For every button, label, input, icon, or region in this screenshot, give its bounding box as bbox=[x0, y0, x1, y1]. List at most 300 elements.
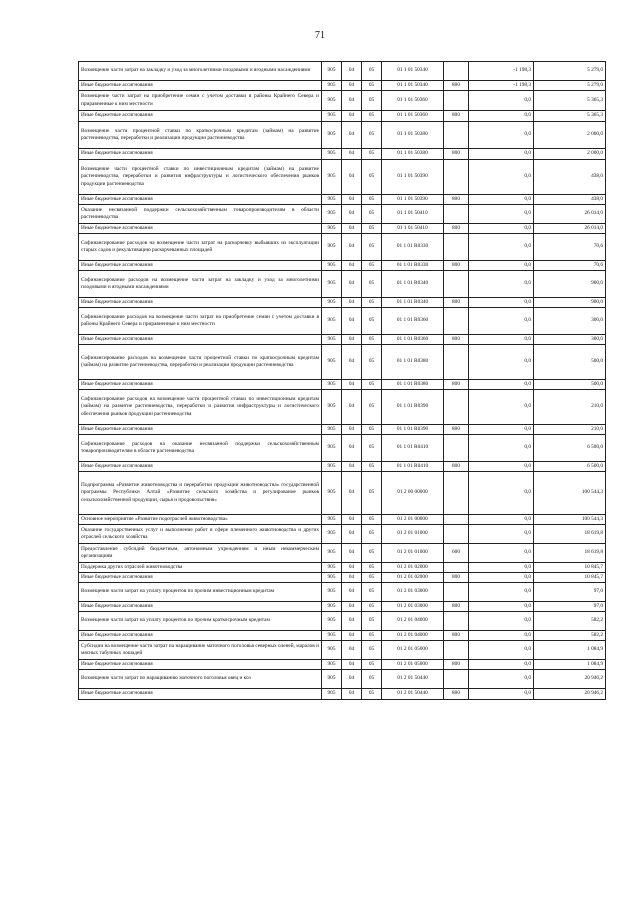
amount-change: 0,0 bbox=[469, 472, 534, 515]
section-code: 04 bbox=[342, 122, 362, 149]
amount-total: 20 946,2 bbox=[534, 670, 606, 689]
table-row bbox=[79, 462, 606, 472]
subsection-code: 05 bbox=[362, 435, 382, 462]
item-name: Возмещение части затрат на уплату процентов по прочим инвестиционным кредитам bbox=[79, 583, 322, 602]
amount-change: 0,0 bbox=[469, 641, 534, 660]
expense-type-code bbox=[444, 435, 469, 462]
target-article-code: 01 1 01 50410 bbox=[382, 224, 444, 234]
item-name: Подпрограмма «Развитие животноводства и переработки продукции животноводства» государственной программы Республики Алтай «Развитие сельского хозяйства и регулирование рынков сельскохозяйственной продукции, сырья и продовольствия» bbox=[79, 472, 322, 515]
section-code: 04 bbox=[342, 435, 362, 462]
subsection-code: 05 bbox=[362, 544, 382, 563]
amount-total: 6 500,0 bbox=[534, 462, 606, 472]
item-name: Софинансирование расходов на возмещение части процентной ставки по краткосрочным кредитам (займам) на развитие растениеводства, переработки и реализации продукции растениеводства bbox=[79, 345, 322, 380]
table-row bbox=[79, 660, 606, 670]
subsection-code: 05 bbox=[362, 641, 382, 660]
amount-total: 438,0 bbox=[534, 195, 606, 205]
item-name: Возмещение части затрат по наращиванию маточного поголовья овец и коз bbox=[79, 670, 322, 689]
section-code: 04 bbox=[342, 462, 362, 472]
amount-total: 5 279,0 bbox=[534, 62, 606, 81]
section-code: 04 bbox=[342, 425, 362, 435]
subsection-code: 05 bbox=[362, 81, 382, 91]
item-name: Возмещение части процентной ставки по инвестиционным кредитам (займам) на развитие растениеводства, переработки и развития инфраструктуры и логистического обеспечения рынков продукции растениеводства bbox=[79, 160, 322, 195]
item-name: Иные бюджетные ассигнования bbox=[79, 425, 322, 435]
ministry-code: 905 bbox=[322, 515, 342, 525]
ministry-code: 905 bbox=[322, 525, 342, 544]
table-row bbox=[79, 525, 606, 544]
amount-total: 100 544,3 bbox=[534, 515, 606, 525]
item-name: Возмещение части процентной ставки по краткосрочным кредитам (займам) на развитие растениеводства, переработки и реализации продукции растениеводства bbox=[79, 122, 322, 149]
subsection-code: 05 bbox=[362, 670, 382, 689]
section-code: 04 bbox=[342, 583, 362, 602]
target-article-code: 01 2 01 01000 bbox=[382, 544, 444, 563]
target-article-code: 01 1 01 R0330 bbox=[382, 234, 444, 261]
expense-type-code: 800 bbox=[444, 425, 469, 435]
ministry-code: 905 bbox=[322, 641, 342, 660]
ministry-code: 905 bbox=[322, 122, 342, 149]
ministry-code: 905 bbox=[322, 160, 342, 195]
subsection-code: 05 bbox=[362, 425, 382, 435]
item-name: Субсидии на возмещение части затрат на наращивание маточного поголовья северных оленей, маралов и мясных табунных лошадей bbox=[79, 641, 322, 660]
item-name: Основное мероприятие «Развитие подотраслей животноводства» bbox=[79, 515, 322, 525]
section-code: 04 bbox=[342, 149, 362, 160]
section-code: 04 bbox=[342, 660, 362, 670]
amount-change: 0,0 bbox=[469, 261, 534, 271]
target-article-code: 01 1 01 R0340 bbox=[382, 298, 444, 308]
item-name: Возмещение части затрат на уплату процентов по прочим краткосрочным кредитам bbox=[79, 612, 322, 631]
amount-change: 0,0 bbox=[469, 298, 534, 308]
section-code: 04 bbox=[342, 335, 362, 345]
item-name: Иные бюджетные ассигнования bbox=[79, 81, 322, 91]
subsection-code: 05 bbox=[362, 462, 382, 472]
amount-change: 0,0 bbox=[469, 660, 534, 670]
target-article-code: 01 2 01 03000 bbox=[382, 583, 444, 602]
table-row bbox=[79, 670, 606, 689]
item-name: Возмещение части затрат на закладку и уход за многолетними плодовыми и ягодными насаждениями bbox=[79, 62, 322, 81]
table-row bbox=[79, 380, 606, 390]
expense-type-code bbox=[444, 91, 469, 111]
ministry-code: 905 bbox=[322, 261, 342, 271]
table-row bbox=[79, 111, 606, 122]
table-row bbox=[79, 91, 606, 111]
subsection-code: 05 bbox=[362, 612, 382, 631]
amount-total: 18 619,8 bbox=[534, 544, 606, 563]
subsection-code: 05 bbox=[362, 335, 382, 345]
table-row bbox=[79, 224, 606, 234]
amount-change: 0,0 bbox=[469, 631, 534, 641]
target-article-code: 01 1 01 50360 bbox=[382, 91, 444, 111]
amount-total: 210,0 bbox=[534, 390, 606, 425]
ministry-code: 905 bbox=[322, 81, 342, 91]
target-article-code: 01 1 01 R0390 bbox=[382, 390, 444, 425]
table-row bbox=[79, 261, 606, 271]
amount-change: 0,0 bbox=[469, 435, 534, 462]
ministry-code: 905 bbox=[322, 573, 342, 583]
item-name: Возмещение части затрат на приобретение семян с учетом доставки в районы Крайнего Севера и приравненные к ним местности bbox=[79, 91, 322, 111]
subsection-code: 05 bbox=[362, 91, 382, 111]
amount-total: 70,6 bbox=[534, 261, 606, 271]
expense-type-code bbox=[444, 525, 469, 544]
item-name: Иные бюджетные ассигнования bbox=[79, 573, 322, 583]
ministry-code: 905 bbox=[322, 670, 342, 689]
ministry-code: 905 bbox=[322, 612, 342, 631]
expense-type-code: 800 bbox=[444, 149, 469, 160]
item-name: Иные бюджетные ассигнования bbox=[79, 380, 322, 390]
expense-type-code: 800 bbox=[444, 573, 469, 583]
section-code: 04 bbox=[342, 345, 362, 380]
target-article-code: 01 1 01 R0410 bbox=[382, 462, 444, 472]
section-code: 04 bbox=[342, 261, 362, 271]
section-code: 04 bbox=[342, 160, 362, 195]
amount-total: 900,0 bbox=[534, 298, 606, 308]
expense-type-code bbox=[444, 160, 469, 195]
table-row bbox=[79, 62, 606, 81]
expense-type-code bbox=[444, 472, 469, 515]
amount-total: 10 845,7 bbox=[534, 563, 606, 573]
amount-total: 5 365,3 bbox=[534, 91, 606, 111]
section-code: 04 bbox=[342, 62, 362, 81]
table-row bbox=[79, 308, 606, 335]
target-article-code: 01 1 01 R0360 bbox=[382, 335, 444, 345]
subsection-code: 05 bbox=[362, 563, 382, 573]
table-row bbox=[79, 335, 606, 345]
expense-type-code bbox=[444, 515, 469, 525]
target-article-code: 01 2 01 02000 bbox=[382, 573, 444, 583]
section-code: 04 bbox=[342, 205, 362, 224]
item-name: Софинансирование расходов на возмещение части процентной ставки по инвестиционным кредитам (займам) на развитие растениеводства, переработки и развития инфраструктуры и логистического обеспечения рынков продукции растениеводства bbox=[79, 390, 322, 425]
amount-total: 210,0 bbox=[534, 425, 606, 435]
item-name: Иные бюджетные ассигнования bbox=[79, 689, 322, 700]
expense-type-code bbox=[444, 390, 469, 425]
target-article-code: 01 2 01 01000 bbox=[382, 525, 444, 544]
expense-type-code bbox=[444, 122, 469, 149]
ministry-code: 905 bbox=[322, 631, 342, 641]
table-row bbox=[79, 435, 606, 462]
amount-change: 0,0 bbox=[469, 308, 534, 335]
target-article-code: 01 2 01 02000 bbox=[382, 563, 444, 573]
target-article-code: 01 1 01 50360 bbox=[382, 111, 444, 122]
item-name: Иные бюджетные ассигнования bbox=[79, 335, 322, 345]
amount-total: 500,0 bbox=[534, 345, 606, 380]
section-code: 04 bbox=[342, 234, 362, 261]
amount-total: 900,0 bbox=[534, 271, 606, 298]
ministry-code: 905 bbox=[322, 195, 342, 205]
item-name: Предоставление субсидий бюджетным, автономным учреждениям и иным некоммерческим организациям bbox=[79, 544, 322, 563]
subsection-code: 05 bbox=[362, 122, 382, 149]
section-code: 04 bbox=[342, 631, 362, 641]
subsection-code: 05 bbox=[362, 689, 382, 700]
subsection-code: 05 bbox=[362, 472, 382, 515]
target-article-code: 01 1 01 50390 bbox=[382, 195, 444, 205]
amount-total: 438,0 bbox=[534, 160, 606, 195]
amount-total: 70,6 bbox=[534, 234, 606, 261]
target-article-code: 01 2 01 03000 bbox=[382, 602, 444, 612]
amount-change: 0,0 bbox=[469, 160, 534, 195]
target-article-code: 01 1 01 50410 bbox=[382, 205, 444, 224]
ministry-code: 905 bbox=[322, 425, 342, 435]
amount-total: 26 014,0 bbox=[534, 205, 606, 224]
expense-type-code: 800 bbox=[444, 380, 469, 390]
page-number: 71 bbox=[315, 30, 325, 41]
item-name: Иные бюджетные ассигнования bbox=[79, 631, 322, 641]
table-row bbox=[79, 195, 606, 205]
amount-total: 6 500,0 bbox=[534, 435, 606, 462]
expense-type-code: 800 bbox=[444, 462, 469, 472]
expense-type-code bbox=[444, 583, 469, 602]
amount-total: 20 946,2 bbox=[534, 689, 606, 700]
table-row bbox=[79, 160, 606, 195]
table-row bbox=[79, 631, 606, 641]
expense-type-code: 800 bbox=[444, 261, 469, 271]
ministry-code: 905 bbox=[322, 271, 342, 298]
section-code: 04 bbox=[342, 641, 362, 660]
amount-total: 582,2 bbox=[534, 631, 606, 641]
ministry-code: 905 bbox=[322, 149, 342, 160]
item-name: Софинансирование расходов на возмещение части затрат на приобретение семян с учетом доставки в районы Крайнего Севера и приравненные к ним местности bbox=[79, 308, 322, 335]
amount-total: 2 000,0 bbox=[534, 122, 606, 149]
section-code: 04 bbox=[342, 689, 362, 700]
amount-total: 100 544,3 bbox=[534, 472, 606, 515]
ministry-code: 905 bbox=[322, 380, 342, 390]
expense-type-code bbox=[444, 641, 469, 660]
expense-type-code bbox=[444, 205, 469, 224]
section-code: 04 bbox=[342, 224, 362, 234]
table-row bbox=[79, 122, 606, 149]
ministry-code: 905 bbox=[322, 472, 342, 515]
section-code: 04 bbox=[342, 573, 362, 583]
table-row bbox=[79, 602, 606, 612]
table-row bbox=[79, 345, 606, 380]
table-row bbox=[79, 149, 606, 160]
expense-type-code bbox=[444, 612, 469, 631]
item-name: Иные бюджетные ассигнования bbox=[79, 111, 322, 122]
amount-change: 0,0 bbox=[469, 612, 534, 631]
expense-type-code: 800 bbox=[444, 111, 469, 122]
expense-type-code: 800 bbox=[444, 81, 469, 91]
subsection-code: 05 bbox=[362, 62, 382, 81]
subsection-code: 05 bbox=[362, 390, 382, 425]
table-row bbox=[79, 298, 606, 308]
item-name: Иные бюджетные ассигнования bbox=[79, 195, 322, 205]
target-article-code: 01 2 01 04000 bbox=[382, 612, 444, 631]
ministry-code: 905 bbox=[322, 224, 342, 234]
amount-change: -1 198,3 bbox=[469, 81, 534, 91]
subsection-code: 05 bbox=[362, 308, 382, 335]
amount-change: 0,0 bbox=[469, 195, 534, 205]
target-article-code: 01 2 01 50440 bbox=[382, 689, 444, 700]
target-article-code: 01 2 01 50440 bbox=[382, 670, 444, 689]
section-code: 04 bbox=[342, 195, 362, 205]
amount-total: 582,2 bbox=[534, 612, 606, 631]
amount-change: 0,0 bbox=[469, 345, 534, 380]
amount-change: 0,0 bbox=[469, 515, 534, 525]
expense-type-code bbox=[444, 670, 469, 689]
amount-total: 5 365,3 bbox=[534, 111, 606, 122]
amount-total: 1 084,9 bbox=[534, 641, 606, 660]
amount-change: -1 198,3 bbox=[469, 62, 534, 81]
ministry-code: 905 bbox=[322, 602, 342, 612]
amount-change: 0,0 bbox=[469, 544, 534, 563]
subsection-code: 05 bbox=[362, 525, 382, 544]
target-article-code: 01 1 01 50340 bbox=[382, 81, 444, 91]
table-row bbox=[79, 689, 606, 700]
amount-total: 97,0 bbox=[534, 583, 606, 602]
subsection-code: 05 bbox=[362, 631, 382, 641]
item-name: Иные бюджетные ассигнования bbox=[79, 298, 322, 308]
expense-type-code: 800 bbox=[444, 195, 469, 205]
target-article-code: 01 1 01 R0340 bbox=[382, 271, 444, 298]
expense-type-code: 800 bbox=[444, 298, 469, 308]
section-code: 04 bbox=[342, 544, 362, 563]
amount-change: 0,0 bbox=[469, 525, 534, 544]
item-name: Софинансирование расходов на возмещение части затрат на раскорчевку выбывших из эксплуатации старых садов и рекультивацию раскорчеванных площадей bbox=[79, 234, 322, 261]
subsection-code: 05 bbox=[362, 660, 382, 670]
table-row bbox=[79, 390, 606, 425]
target-article-code: 01 1 01 R0380 bbox=[382, 345, 444, 380]
item-name: Иные бюджетные ассигнования bbox=[79, 224, 322, 234]
table-row bbox=[79, 81, 606, 91]
amount-total: 1 084,9 bbox=[534, 660, 606, 670]
target-article-code: 01 1 01 R0330 bbox=[382, 261, 444, 271]
section-code: 04 bbox=[342, 612, 362, 631]
table-row bbox=[79, 234, 606, 261]
item-name: Иные бюджетные ассигнования bbox=[79, 261, 322, 271]
budget-table-body bbox=[79, 62, 606, 700]
section-code: 04 bbox=[342, 81, 362, 91]
subsection-code: 05 bbox=[362, 160, 382, 195]
table-row bbox=[79, 641, 606, 660]
subsection-code: 05 bbox=[362, 195, 382, 205]
expense-type-code bbox=[444, 271, 469, 298]
expense-type-code: 800 bbox=[444, 689, 469, 700]
amount-total: 2 000,0 bbox=[534, 149, 606, 160]
amount-change: 0,0 bbox=[469, 602, 534, 612]
target-article-code: 01 2 01 00000 bbox=[382, 515, 444, 525]
expense-type-code bbox=[444, 308, 469, 335]
table-row bbox=[79, 205, 606, 224]
budget-table bbox=[78, 61, 606, 700]
target-article-code: 01 1 01 50380 bbox=[382, 149, 444, 160]
amount-change: 0,0 bbox=[469, 462, 534, 472]
ministry-code: 905 bbox=[322, 435, 342, 462]
target-article-code: 01 2 00 00000 bbox=[382, 472, 444, 515]
ministry-code: 905 bbox=[322, 660, 342, 670]
subsection-code: 05 bbox=[362, 515, 382, 525]
subsection-code: 05 bbox=[362, 573, 382, 583]
section-code: 04 bbox=[342, 563, 362, 573]
amount-change: 0,0 bbox=[469, 573, 534, 583]
expense-type-code bbox=[444, 563, 469, 573]
table-row bbox=[79, 472, 606, 515]
section-code: 04 bbox=[342, 380, 362, 390]
expense-type-code bbox=[444, 62, 469, 81]
ministry-code: 905 bbox=[322, 689, 342, 700]
section-code: 04 bbox=[342, 670, 362, 689]
item-name: Иные бюджетные ассигнования bbox=[79, 660, 322, 670]
table-row bbox=[79, 573, 606, 583]
subsection-code: 05 bbox=[362, 224, 382, 234]
ministry-code: 905 bbox=[322, 345, 342, 380]
amount-change: 0,0 bbox=[469, 689, 534, 700]
amount-change: 0,0 bbox=[469, 122, 534, 149]
amount-change: 0,0 bbox=[469, 234, 534, 261]
subsection-code: 05 bbox=[362, 149, 382, 160]
ministry-code: 905 bbox=[322, 91, 342, 111]
target-article-code: 01 2 01 05000 bbox=[382, 660, 444, 670]
subsection-code: 05 bbox=[362, 271, 382, 298]
target-article-code: 01 2 01 04000 bbox=[382, 631, 444, 641]
table-row bbox=[79, 544, 606, 563]
ministry-code: 905 bbox=[322, 111, 342, 122]
amount-total: 97,0 bbox=[534, 602, 606, 612]
amount-change: 0,0 bbox=[469, 670, 534, 689]
subsection-code: 05 bbox=[362, 602, 382, 612]
amount-total: 500,0 bbox=[534, 380, 606, 390]
item-name: Софинансирование расходов на оказание несвязанной поддержки сельскохозяйственным товаропроизводителям в области растениеводства bbox=[79, 435, 322, 462]
item-name: Софинансирование расходов на возмещение части затрат на закладку и уход за многолетними плодовыми и ягодными насаждениями bbox=[79, 271, 322, 298]
section-code: 04 bbox=[342, 91, 362, 111]
target-article-code: 01 1 01 50340 bbox=[382, 62, 444, 81]
amount-change: 0,0 bbox=[469, 111, 534, 122]
item-name: Иные бюджетные ассигнования bbox=[79, 149, 322, 160]
ministry-code: 905 bbox=[322, 390, 342, 425]
expense-type-code: 800 bbox=[444, 224, 469, 234]
amount-total: 10 845,7 bbox=[534, 573, 606, 583]
ministry-code: 905 bbox=[322, 335, 342, 345]
ministry-code: 905 bbox=[322, 298, 342, 308]
ministry-code: 905 bbox=[322, 62, 342, 81]
section-code: 04 bbox=[342, 298, 362, 308]
ministry-code: 905 bbox=[322, 462, 342, 472]
amount-total: 26 014,0 bbox=[534, 224, 606, 234]
table-row bbox=[79, 425, 606, 435]
target-article-code: 01 1 01 R0360 bbox=[382, 308, 444, 335]
target-article-code: 01 1 01 50390 bbox=[382, 160, 444, 195]
amount-total: 300,0 bbox=[534, 308, 606, 335]
amount-total: 18 619,8 bbox=[534, 525, 606, 544]
section-code: 04 bbox=[342, 525, 362, 544]
amount-change: 0,0 bbox=[469, 583, 534, 602]
amount-change: 0,0 bbox=[469, 205, 534, 224]
amount-change: 0,0 bbox=[469, 335, 534, 345]
amount-change: 0,0 bbox=[469, 224, 534, 234]
table-row bbox=[79, 563, 606, 573]
table-row bbox=[79, 583, 606, 602]
expense-type-code: 800 bbox=[444, 602, 469, 612]
expense-type-code bbox=[444, 345, 469, 380]
section-code: 04 bbox=[342, 308, 362, 335]
subsection-code: 05 bbox=[362, 298, 382, 308]
item-name: Оказание государственных услуг и выполнение работ в сфере племенного животноводства и других отраслей сельского хозяйства bbox=[79, 525, 322, 544]
target-article-code: 01 1 01 50380 bbox=[382, 122, 444, 149]
ministry-code: 905 bbox=[322, 544, 342, 563]
subsection-code: 05 bbox=[362, 261, 382, 271]
ministry-code: 905 bbox=[322, 234, 342, 261]
item-name: Иные бюджетные ассигнования bbox=[79, 462, 322, 472]
amount-change: 0,0 bbox=[469, 91, 534, 111]
amount-total: 5 279,0 bbox=[534, 81, 606, 91]
target-article-code: 01 2 01 05000 bbox=[382, 641, 444, 660]
section-code: 04 bbox=[342, 271, 362, 298]
section-code: 04 bbox=[342, 390, 362, 425]
ministry-code: 905 bbox=[322, 308, 342, 335]
ministry-code: 905 bbox=[322, 563, 342, 573]
table-row bbox=[79, 515, 606, 525]
amount-change: 0,0 bbox=[469, 380, 534, 390]
amount-change: 0,0 bbox=[469, 563, 534, 573]
section-code: 04 bbox=[342, 472, 362, 515]
subsection-code: 05 bbox=[362, 111, 382, 122]
target-article-code: 01 1 01 R0410 bbox=[382, 435, 444, 462]
